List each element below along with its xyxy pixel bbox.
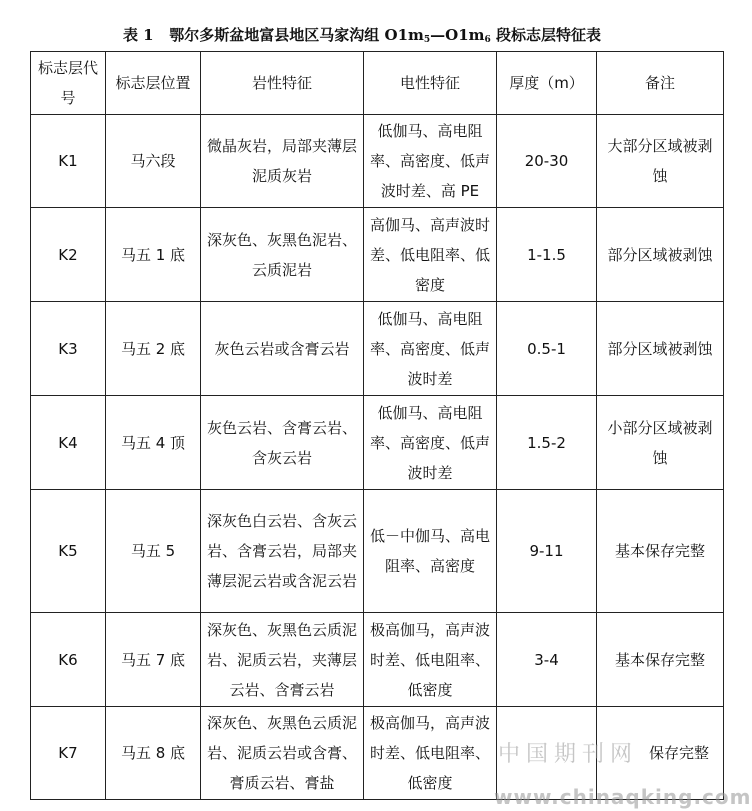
table-caption <box>0 26 724 49</box>
cell-lithology: 深灰色白云岩、含灰云岩、含膏云岩，局部夹薄层泥云岩或含泥云岩 <box>201 490 364 613</box>
cell-position: 马五 8 底 <box>106 707 201 800</box>
table-row <box>31 208 724 302</box>
table-row <box>31 613 724 707</box>
cell-electric: 低伽马、高电阻率、高密度、低声波时差 <box>364 302 497 396</box>
caption-sub-2: 6 <box>484 35 491 45</box>
caption-dash: —O1m <box>430 26 485 44</box>
cell-electric: 低伽马、高电阻率、高密度、低声波时差、高 PE <box>364 115 497 208</box>
watermark-site-name: 中国期刊网 <box>498 742 639 767</box>
watermark-url: www.chinaqking.com <box>494 785 752 809</box>
caption-text-after: 段标志层特征表 <box>490 26 602 44</box>
cell-position: 马五 4 顶 <box>106 396 201 490</box>
cell-code: K2 <box>31 208 106 302</box>
cell-code: K5 <box>31 490 106 613</box>
cell-thickness: 0.5-1 <box>497 302 597 396</box>
cell-code: K6 <box>31 613 106 707</box>
cell-remark: 部分区域被剥蚀 <box>597 208 724 302</box>
cell-electric: 高伽马、高声波时差、低电阻率、低密度 <box>364 208 497 302</box>
cell-thickness: 1-1.5 <box>497 208 597 302</box>
table-header-row <box>31 52 724 115</box>
cell-remark: 保存完整 <box>597 707 724 800</box>
cell-electric: 低－中伽马、高电阻率、高密度 <box>364 490 497 613</box>
header-position: 标志层位置 <box>106 52 201 115</box>
cell-position: 马五 5 <box>106 490 201 613</box>
cell-position: 马五 7 底 <box>106 613 201 707</box>
marker-layer-table <box>30 51 724 800</box>
cell-thickness <box>497 707 597 800</box>
cell-lithology: 深灰色、灰黑色泥岩、云质泥岩 <box>201 208 364 302</box>
table-row <box>31 707 724 800</box>
header-electric: 电性特征 <box>364 52 497 115</box>
cell-lithology: 深灰色、灰黑色云质泥岩、泥质云岩，夹薄层云岩、含膏云岩 <box>201 613 364 707</box>
cell-electric: 低伽马、高电阻率、高密度、低声波时差 <box>364 396 497 490</box>
cell-position: 马五 2 底 <box>106 302 201 396</box>
table-row <box>31 115 724 208</box>
caption-label: 表 1 <box>122 26 154 44</box>
cell-position: 马五 1 底 <box>106 208 201 302</box>
cell-lithology: 灰色云岩或含膏云岩 <box>201 302 364 396</box>
caption-sub-1: 5 <box>423 35 431 45</box>
cell-thickness: 1.5-2 <box>497 396 597 490</box>
cell-remark: 部分区域被剥蚀 <box>597 302 724 396</box>
cell-lithology: 深灰色、灰黑色云质泥岩、泥质云岩或含膏、膏质云岩、膏盐 <box>201 707 364 800</box>
table-row <box>31 302 724 396</box>
cell-lithology: 微晶灰岩，局部夹薄层泥质灰岩 <box>201 115 364 208</box>
cell-code: K7 <box>31 707 106 800</box>
caption-text-before: 鄂尔多斯盆地富县地区马家沟组 O1m <box>169 26 424 44</box>
cell-remark: 小部分区域被剥蚀 <box>597 396 724 490</box>
table-row <box>31 396 724 490</box>
header-code: 标志层代号 <box>31 52 106 115</box>
header-thickness: 厚度（m） <box>497 52 597 115</box>
cell-remark: 基本保存完整 <box>597 490 724 613</box>
cell-code: K3 <box>31 302 106 396</box>
cell-position: 马六段 <box>106 115 201 208</box>
cell-thickness: 3-4 <box>497 613 597 707</box>
cell-code: K1 <box>31 115 106 208</box>
cell-code: K4 <box>31 396 106 490</box>
cell-thickness: 9-11 <box>497 490 597 613</box>
cell-remark: 大部分区域被剥蚀 <box>597 115 724 208</box>
header-lithology: 岩性特征 <box>201 52 364 115</box>
cell-thickness: 20-30 <box>497 115 597 208</box>
table-row <box>31 490 724 613</box>
cell-electric: 极高伽马，高声波时差、低电阻率、低密度 <box>364 707 497 800</box>
cell-electric: 极高伽马，高声波时差、低电阻率、低密度 <box>364 613 497 707</box>
header-remark: 备注 <box>597 52 724 115</box>
cell-lithology: 灰色云岩、含膏云岩、含灰云岩 <box>201 396 364 490</box>
cell-remark: 基本保存完整 <box>597 613 724 707</box>
